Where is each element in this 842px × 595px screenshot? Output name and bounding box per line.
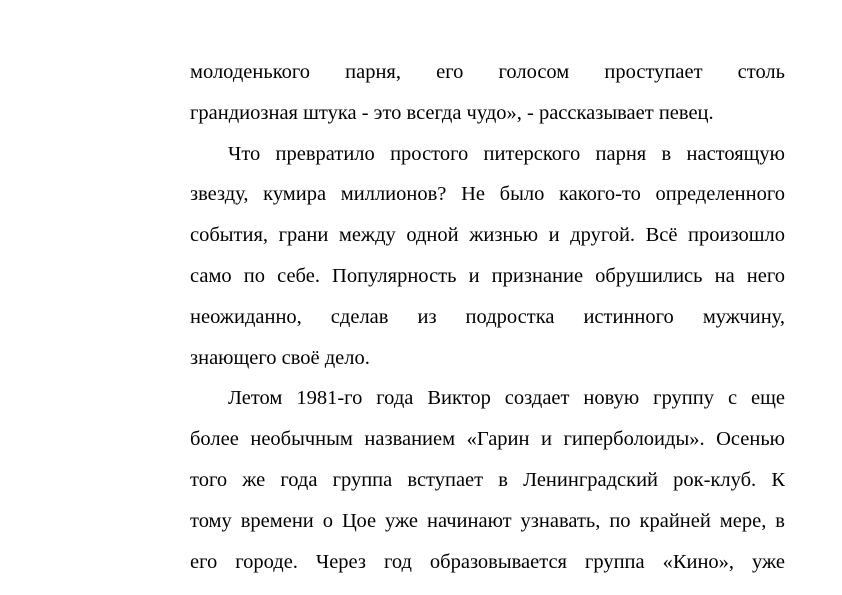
text-line: того же года группа вступает в Ленинградский рок-клуб. К [190, 468, 785, 491]
paragraph-first-line: Что превратило простого питерского парня в настоящую [228, 142, 785, 165]
text-line: грандиозная штука - это всегда чудо», - рассказывает певец. [190, 101, 714, 124]
text-line: само по себе. Популярность и признание обрушились на него [190, 264, 785, 287]
body-text [190, 52, 785, 582]
text-line: более необычным названием «Гарин и гиперболоиды». Осенью [190, 428, 785, 451]
text-line: неожиданно, сделав из подростка истинного мужчину, [190, 305, 785, 328]
text-line: его городе. Через год образовывается группа «Кино», уже [190, 550, 785, 573]
text-line: звезду, кумира миллионов? Не было какого-то определенного [190, 183, 785, 206]
text-line: молоденького парня, его голосом проступает столь [190, 61, 785, 83]
text-line: тому времени о Цое уже начинают узнавать, по крайней мере, в [190, 509, 785, 532]
text-line: события, грани между одной жизнью и другой. Всё произошло [190, 224, 785, 247]
paragraph-first-line: Летом 1981-го года Виктор создает новую группу с еще [228, 387, 785, 410]
text-line: знающего своё дело. [190, 346, 370, 369]
